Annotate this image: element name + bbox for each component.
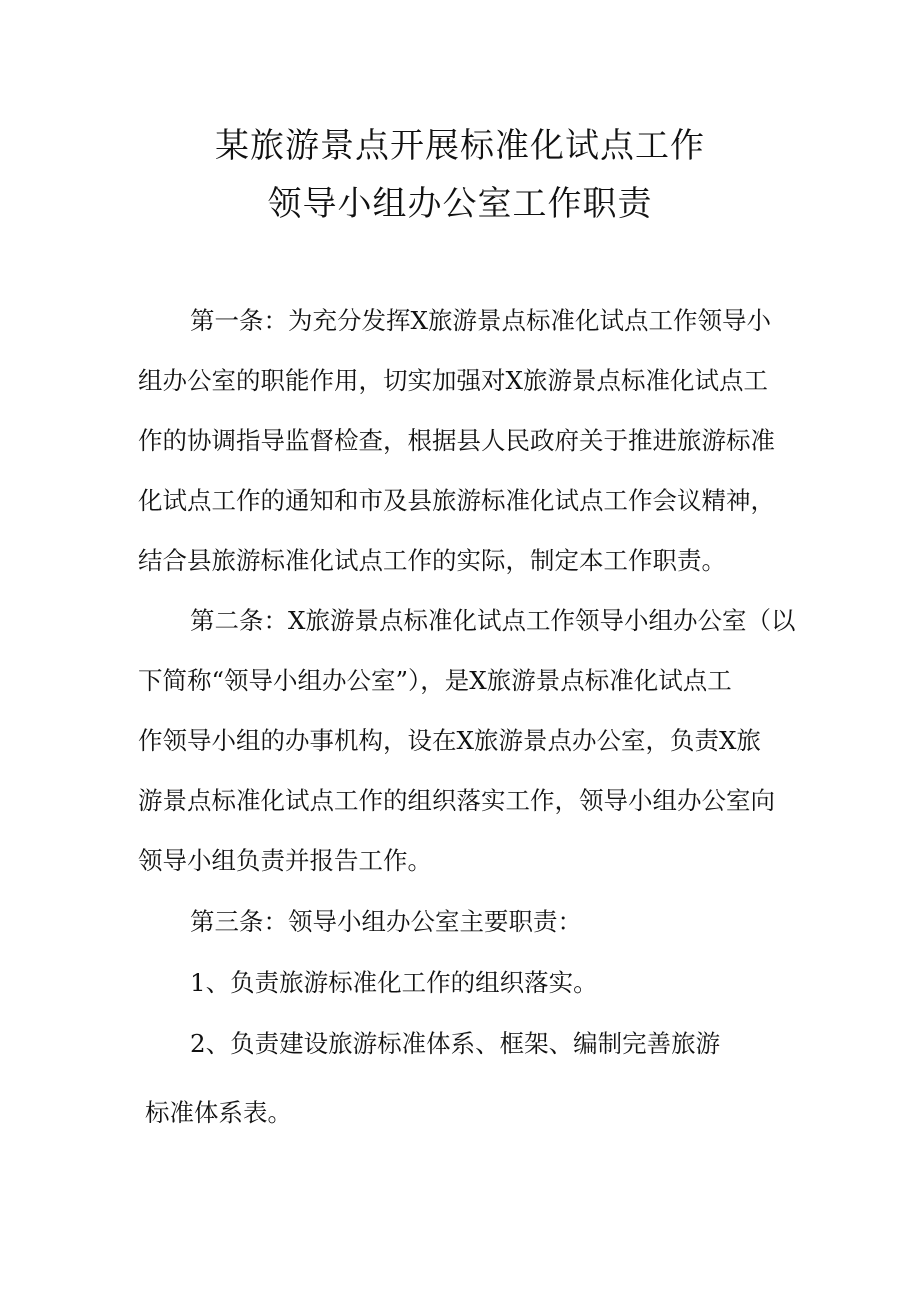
article-2-line-3: 作领导小组的办事机构，设在X旅游景点办公室，负责X旅 bbox=[138, 726, 761, 755]
document-title-line-2: 领导小组办公室工作职责 bbox=[267, 184, 653, 224]
article-2-line-2: 下简称“领导小组办公室”），是X旅游景点标准化试点工 bbox=[138, 666, 732, 695]
article-2-line-5: 领导小组负责并报告工作。 bbox=[138, 846, 432, 875]
duty-item-2-line-2: 标准体系表。 bbox=[145, 1098, 292, 1127]
article-2-line-1: 第二条：X旅游景点标准化试点工作领导小组办公室（以 bbox=[190, 606, 796, 635]
article-1-line-1: 第一条：为充分发挥X旅游景点标准化试点工作领导小 bbox=[190, 306, 771, 335]
article-1-line-4: 化试点工作的通知和市及县旅游标准化试点工作会议精神， bbox=[138, 486, 775, 515]
article-1-line-3: 作的协调指导监督检查，根据县人民政府关于推进旅游标准 bbox=[138, 426, 775, 455]
duty-item-2-line-1: 2、负责建设旅游标准体系、框架、编制完善旅游 bbox=[190, 1029, 721, 1058]
article-2-line-4: 游景点标准化试点工作的组织落实工作，领导小组办公室向 bbox=[138, 786, 775, 815]
document-title-line-1: 某旅游景点开展标准化试点工作 bbox=[215, 126, 705, 166]
article-3-heading: 第三条：领导小组办公室主要职责： bbox=[190, 907, 582, 936]
article-1-line-5: 结合县旅游标准化试点工作的实际，制定本工作职责。 bbox=[138, 546, 726, 575]
duty-item-1: 1、负责旅游标准化工作的组织落实。 bbox=[190, 968, 598, 997]
article-1-line-2: 组办公室的职能作用，切实加强对X旅游景点标准化试点工 bbox=[138, 366, 768, 395]
